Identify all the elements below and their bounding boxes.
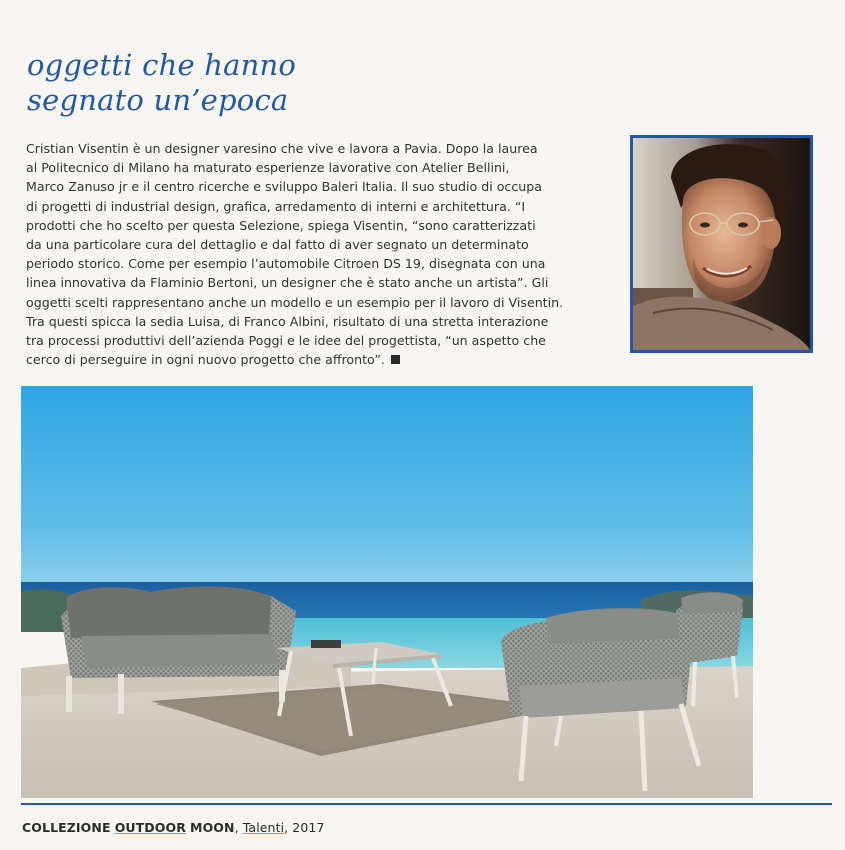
- caption-brand: Talenti: [242, 820, 285, 835]
- body-line: prodotti che ho scelto per questa Selezione, spiega Visentin, “sono caratterizzati: [26, 217, 536, 233]
- caption-moon: MOON: [190, 820, 235, 835]
- body-line-last: [26, 350, 612, 369]
- furniture-scene-illustration: [21, 386, 753, 798]
- body-line: tra processi produttivi dell’azienda Poggi e le idee del progettista, “un aspetto che: [26, 333, 546, 349]
- caption-year: , 2017: [284, 820, 325, 835]
- body-line: oggetti scelti rappresentano anche un modello e un esempio per il lavoro di Visentin.: [26, 294, 564, 310]
- article-title: [27, 48, 296, 118]
- article-body: [26, 139, 612, 369]
- body-line: Cristian Visentin è un designer varesino che vive e lavora a Pavia. Dopo la laurea: [26, 141, 538, 156]
- body-line: Tra questi spicca la sedia Luisa, di Franco Albini, risultato di una stretta interazione: [26, 313, 549, 329]
- caption-collection: COLLEZIONE: [22, 820, 111, 835]
- title-line-2: segnato un’epoca: [27, 83, 289, 117]
- photo-caption: [22, 820, 325, 835]
- body-line: linea innovativa da Flaminio Bertoni, un designer che è stato anche un artista”. Gli: [26, 275, 549, 291]
- outdoor-furniture-photo: [21, 386, 753, 798]
- body-line: da una particolare cura del dettaglio e dal fatto di aver segnato un determinato: [26, 237, 529, 253]
- body-line: di progetti di industrial design, grafica, arredamento di interni e architettura. “I: [26, 198, 526, 214]
- end-of-article-square-icon: [391, 355, 400, 364]
- body-line: periodo storico. Come per esempio l’automobile Citroen DS 19, disegnata con una: [26, 256, 546, 272]
- body-line-last-text: cerco di perseguire in ogni nuovo progetto che affronto”.: [26, 352, 385, 368]
- caption-comma: ,: [234, 820, 239, 835]
- caption-divider-rule: [21, 803, 832, 805]
- designer-portrait-photo: [630, 135, 813, 353]
- body-line: Marco Zanuso jr e il centro ricerche e sviluppo Baleri Italia. Il suo studio di occupa: [26, 179, 542, 195]
- body-line: al Politecnico di Milano ha maturato esperienze lavorative con Atelier Bellini,: [26, 160, 510, 176]
- caption-outdoor: OUTDOOR: [114, 820, 186, 835]
- portrait-illustration: [633, 138, 810, 350]
- title-line-1: oggetti che hanno: [27, 48, 297, 82]
